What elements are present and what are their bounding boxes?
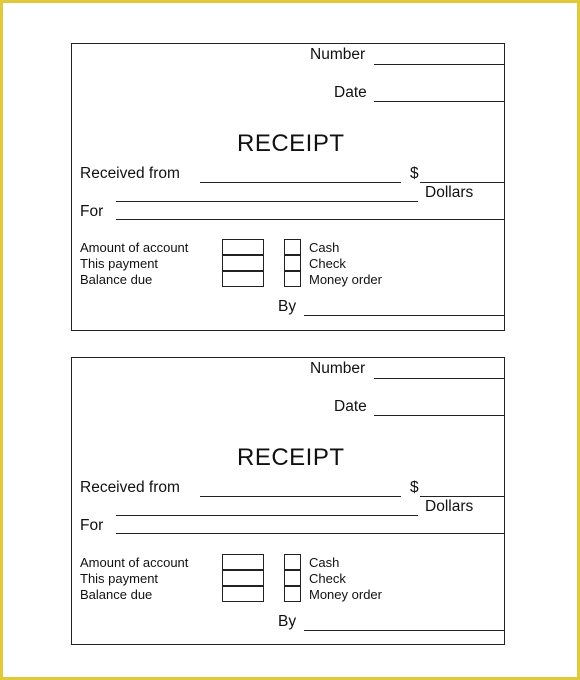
amount-field[interactable] — [420, 496, 504, 497]
received-from-label: Received from — [80, 165, 180, 182]
check-checkbox[interactable] — [284, 255, 301, 271]
received-from-label: Received from — [80, 479, 180, 496]
dollars-label: Dollars — [425, 184, 474, 201]
money-order-label: Money order — [309, 272, 382, 287]
dollar-sign-label: $ — [410, 165, 419, 182]
balance-due-label: Balance due — [80, 272, 153, 287]
amount-words-field[interactable] — [116, 515, 418, 516]
for-field[interactable] — [116, 219, 504, 220]
receipt-title: RECEIPT — [237, 130, 345, 157]
dollars-label: Dollars — [425, 498, 474, 515]
balance-due-box[interactable] — [222, 271, 264, 287]
date-label: Date — [334, 84, 367, 101]
received-from-field[interactable] — [200, 496, 401, 497]
number-field[interactable] — [374, 378, 504, 379]
receipt-form-2 — [71, 357, 505, 645]
by-label: By — [278, 298, 297, 315]
check-label: Check — [309, 571, 346, 586]
receipt-form-1 — [71, 43, 505, 331]
balance-due-box[interactable] — [222, 586, 264, 602]
for-label: For — [80, 203, 104, 220]
cash-checkbox[interactable] — [284, 554, 301, 570]
money-order-label: Money order — [309, 587, 382, 602]
this-payment-box[interactable] — [222, 255, 264, 271]
signature-field[interactable] — [304, 630, 504, 631]
money-order-checkbox[interactable] — [284, 271, 301, 287]
for-label: For — [80, 517, 104, 534]
amount-of-account-box[interactable] — [222, 554, 264, 570]
amount-field[interactable] — [420, 182, 504, 183]
amount-of-account-box[interactable] — [222, 239, 264, 255]
signature-field[interactable] — [304, 315, 504, 316]
cash-checkbox[interactable] — [284, 239, 301, 255]
amount-of-account-label: Amount of account — [80, 240, 189, 255]
date-field[interactable] — [374, 101, 504, 102]
number-field[interactable] — [374, 64, 504, 65]
cash-label: Cash — [309, 240, 340, 255]
date-label: Date — [334, 398, 367, 415]
number-label: Number — [310, 46, 366, 63]
dollar-sign-label: $ — [410, 479, 419, 496]
number-label: Number — [310, 360, 366, 377]
date-field[interactable] — [374, 415, 504, 416]
for-field[interactable] — [116, 533, 504, 534]
by-label: By — [278, 613, 297, 630]
check-checkbox[interactable] — [284, 570, 301, 586]
this-payment-label: This payment — [80, 571, 159, 586]
receipt-title: RECEIPT — [237, 444, 345, 471]
balance-due-label: Balance due — [80, 587, 153, 602]
money-order-checkbox[interactable] — [284, 586, 301, 602]
amount-of-account-label: Amount of account — [80, 555, 189, 570]
amount-words-field[interactable] — [116, 201, 418, 202]
check-label: Check — [309, 256, 346, 271]
this-payment-label: This payment — [80, 256, 159, 271]
this-payment-box[interactable] — [222, 570, 264, 586]
cash-label: Cash — [309, 555, 340, 570]
received-from-field[interactable] — [200, 182, 401, 183]
